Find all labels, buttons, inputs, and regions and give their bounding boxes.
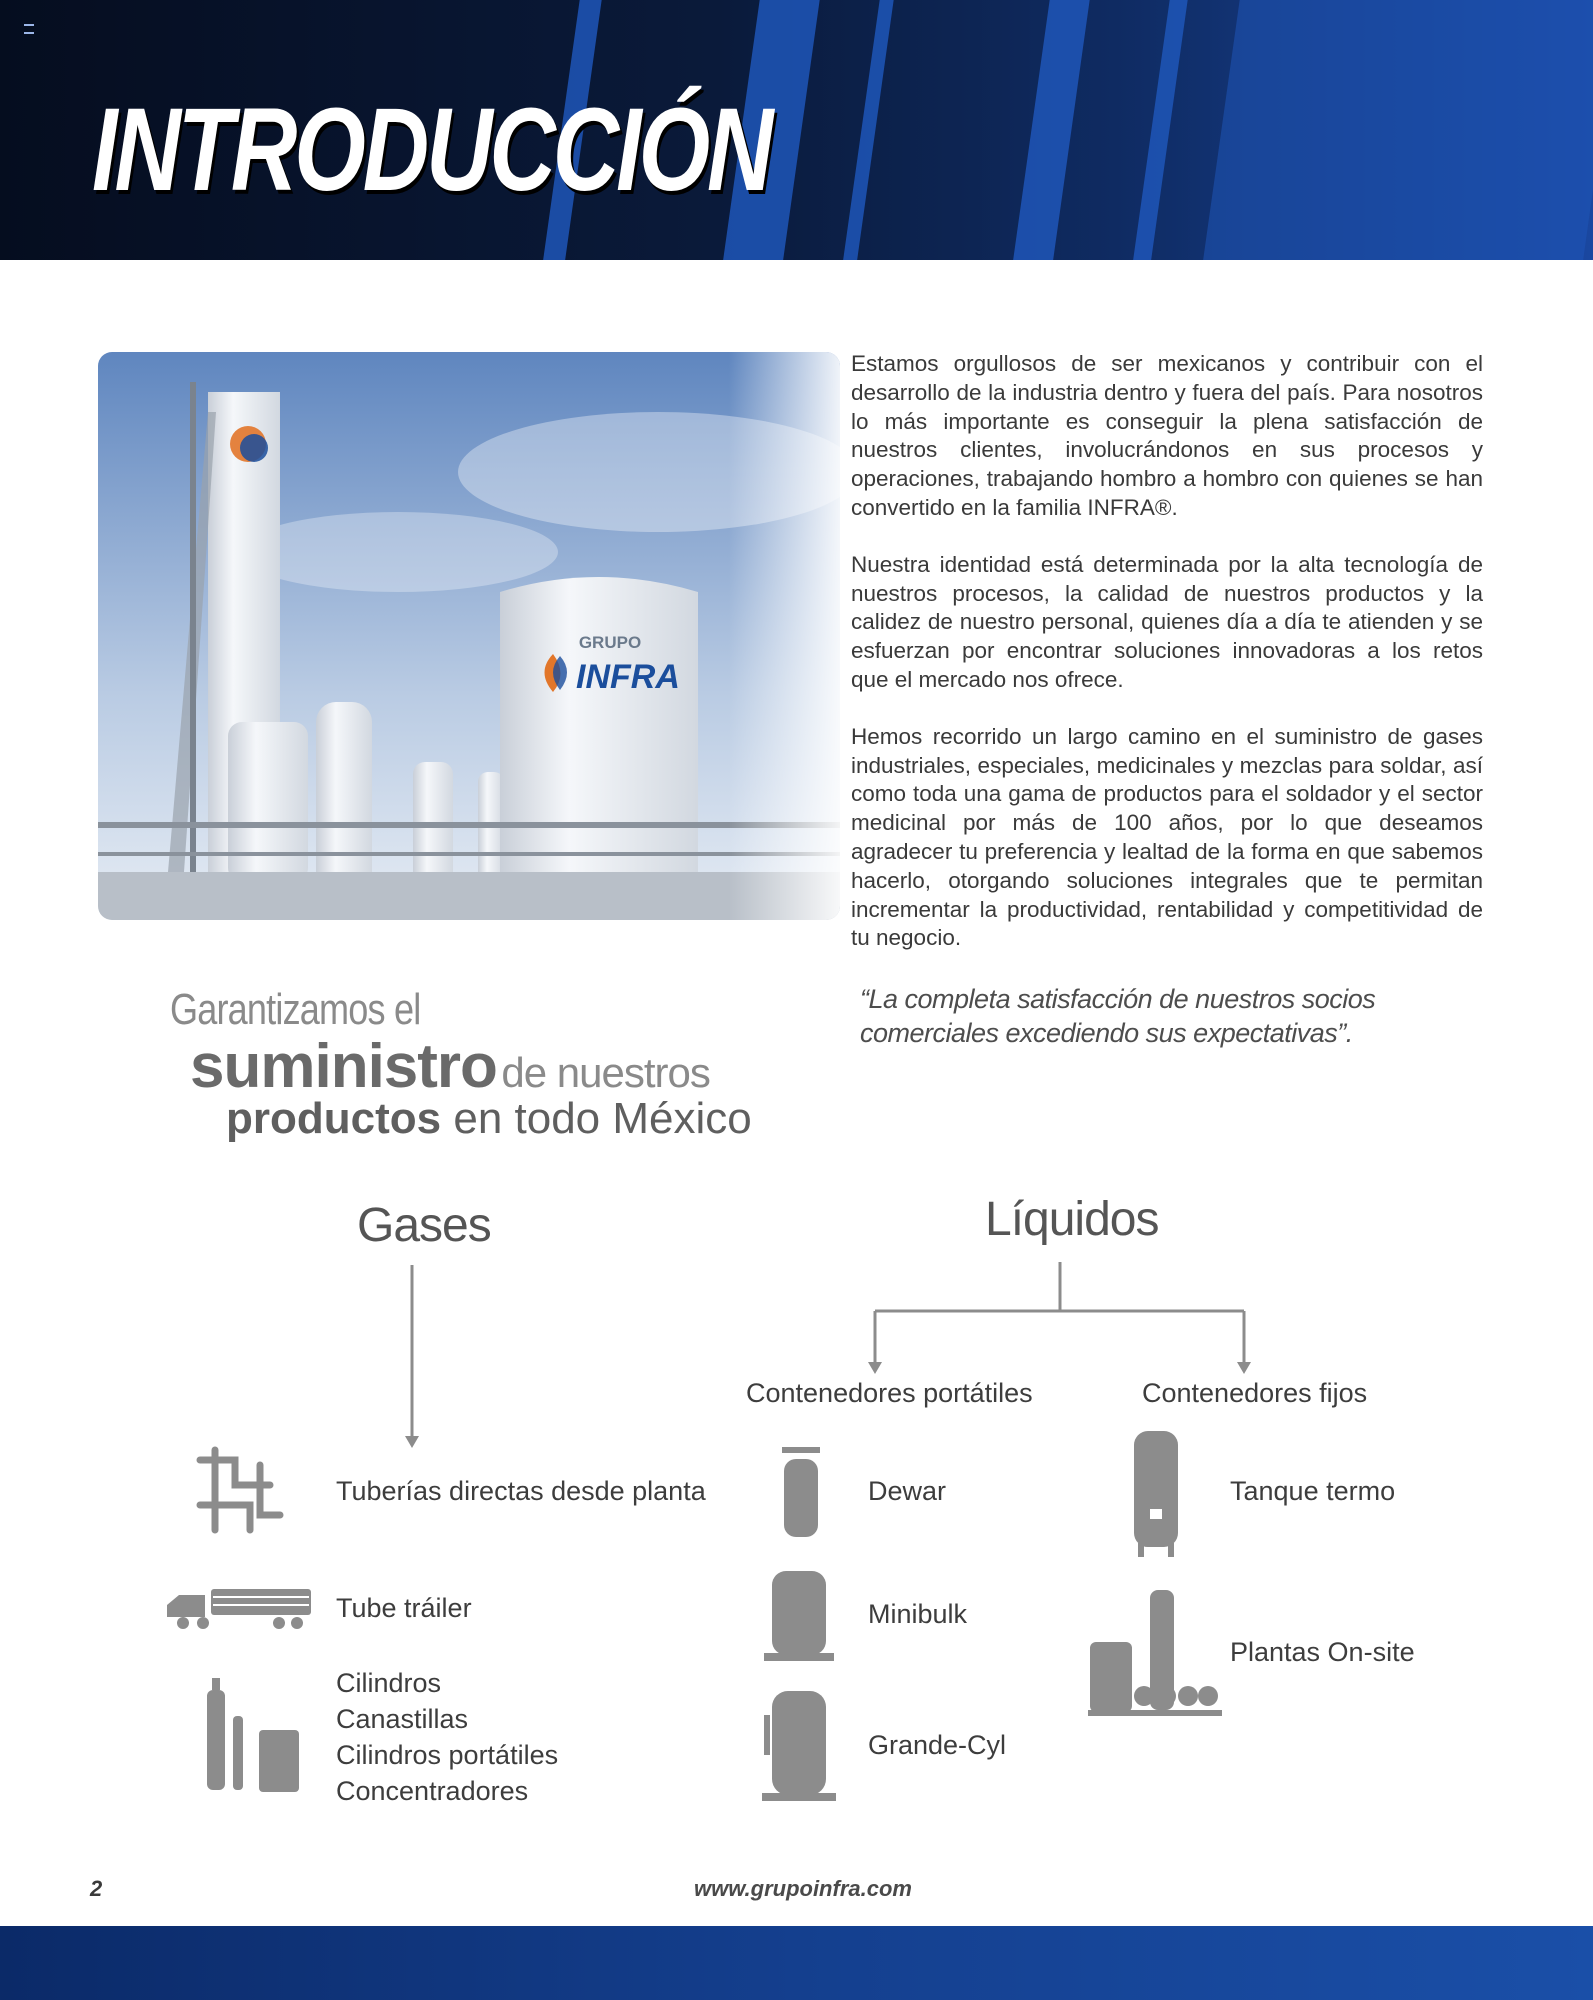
heading-gases: Gases: [357, 1199, 491, 1252]
label-minibulk: Minibulk: [868, 1599, 968, 1629]
label-contenedores-fijos: Contenedores fijos: [1142, 1378, 1368, 1408]
quote: “La completa satisfacción de nuestros socios comerciales excediendo sus expectativas”.: [860, 984, 1376, 1048]
dewar-icon: [780, 1445, 822, 1539]
label-plantas-on-site: Plantas On-site: [1230, 1637, 1415, 1667]
minibulk-icon: [760, 1565, 838, 1665]
intro-paragraph: Nuestra identidad está determinada por la alta tecnología de nuestros procesos, la calidad de nuestros productos y la calidez de nuestro personal, quienes día a día te atienden y se esfuerzan por encontrar soluciones innovadoras a los retos que el mercado nos ofrece.: [851, 551, 1483, 692]
page-title: INTRODUCCIÓN: [92, 84, 771, 216]
tagline-line1: Garantizamos el: [170, 985, 421, 1034]
label-tanque-termo: Tanque termo: [1230, 1476, 1396, 1506]
label-contenedores-portatiles: Contenedores portátiles: [746, 1378, 1033, 1408]
label-cilindros-portatiles: Cilindros portátiles: [336, 1740, 559, 1770]
label-canastillas: Canastillas: [336, 1704, 469, 1734]
tube-trailer-icon: [163, 1585, 313, 1631]
label-concentradores: Concentradores: [336, 1776, 529, 1806]
tagline-de-nuestros: de nuestros: [501, 1049, 710, 1096]
label-tube-trailer: Tube tráiler: [336, 1593, 472, 1623]
grande-cyl-icon: [758, 1685, 840, 1805]
label-grande-cyl: Grande-Cyl: [868, 1730, 1007, 1760]
label-dewar: Dewar: [868, 1476, 947, 1506]
tagline-suministro: suministro: [190, 1032, 497, 1101]
page-number: 2: [90, 1876, 103, 1901]
cylinders-list: [336, 1665, 558, 1809]
pipes-icon: [190, 1445, 290, 1540]
label-cilindros: Cilindros: [336, 1668, 442, 1698]
footer-bar: [0, 1926, 1593, 2000]
tagline-mexico: en todo México: [453, 1094, 752, 1143]
footer-url[interactable]: www.grupoinfra.com: [694, 1876, 912, 1901]
tagline-productos: productos: [226, 1094, 442, 1143]
intro-paragraph: Estamos orgullosos de ser mexicanos y contribuir con el desarrollo de la industria dentro y fuera del país. Para nosotros lo más importante es conseguir la plena satisfacción de nuestros clientes, involucrándonos en sus procesos y operaciones, trabajando hombro a hombro con quienes se han convertido en la familia INFRA®.: [851, 351, 1483, 520]
cylinders-icon: [203, 1676, 301, 1794]
label-tuberias: Tuberías directas desde planta: [336, 1476, 706, 1506]
intro-paragraph: Hemos recorrido un largo camino en el suministro de gases industriales, especiales, medicinales y mezclas para soldar, así como toda una gama de productos para el soldador y el sector medicinal por más de 100 años, por lo que deseamos agradecer tu preferencia y lealtad de la forma en que sabemos hacerlo, otorgando soluciones integrales que te permitan incrementar la productividad, rentabilidad y competitividad de tu negocio.: [851, 723, 1483, 951]
tanque-termo-icon: [1128, 1425, 1184, 1560]
plantas-on-site-icon: [1088, 1588, 1224, 1718]
heading-liquidos: Líquidos: [985, 1193, 1159, 1246]
